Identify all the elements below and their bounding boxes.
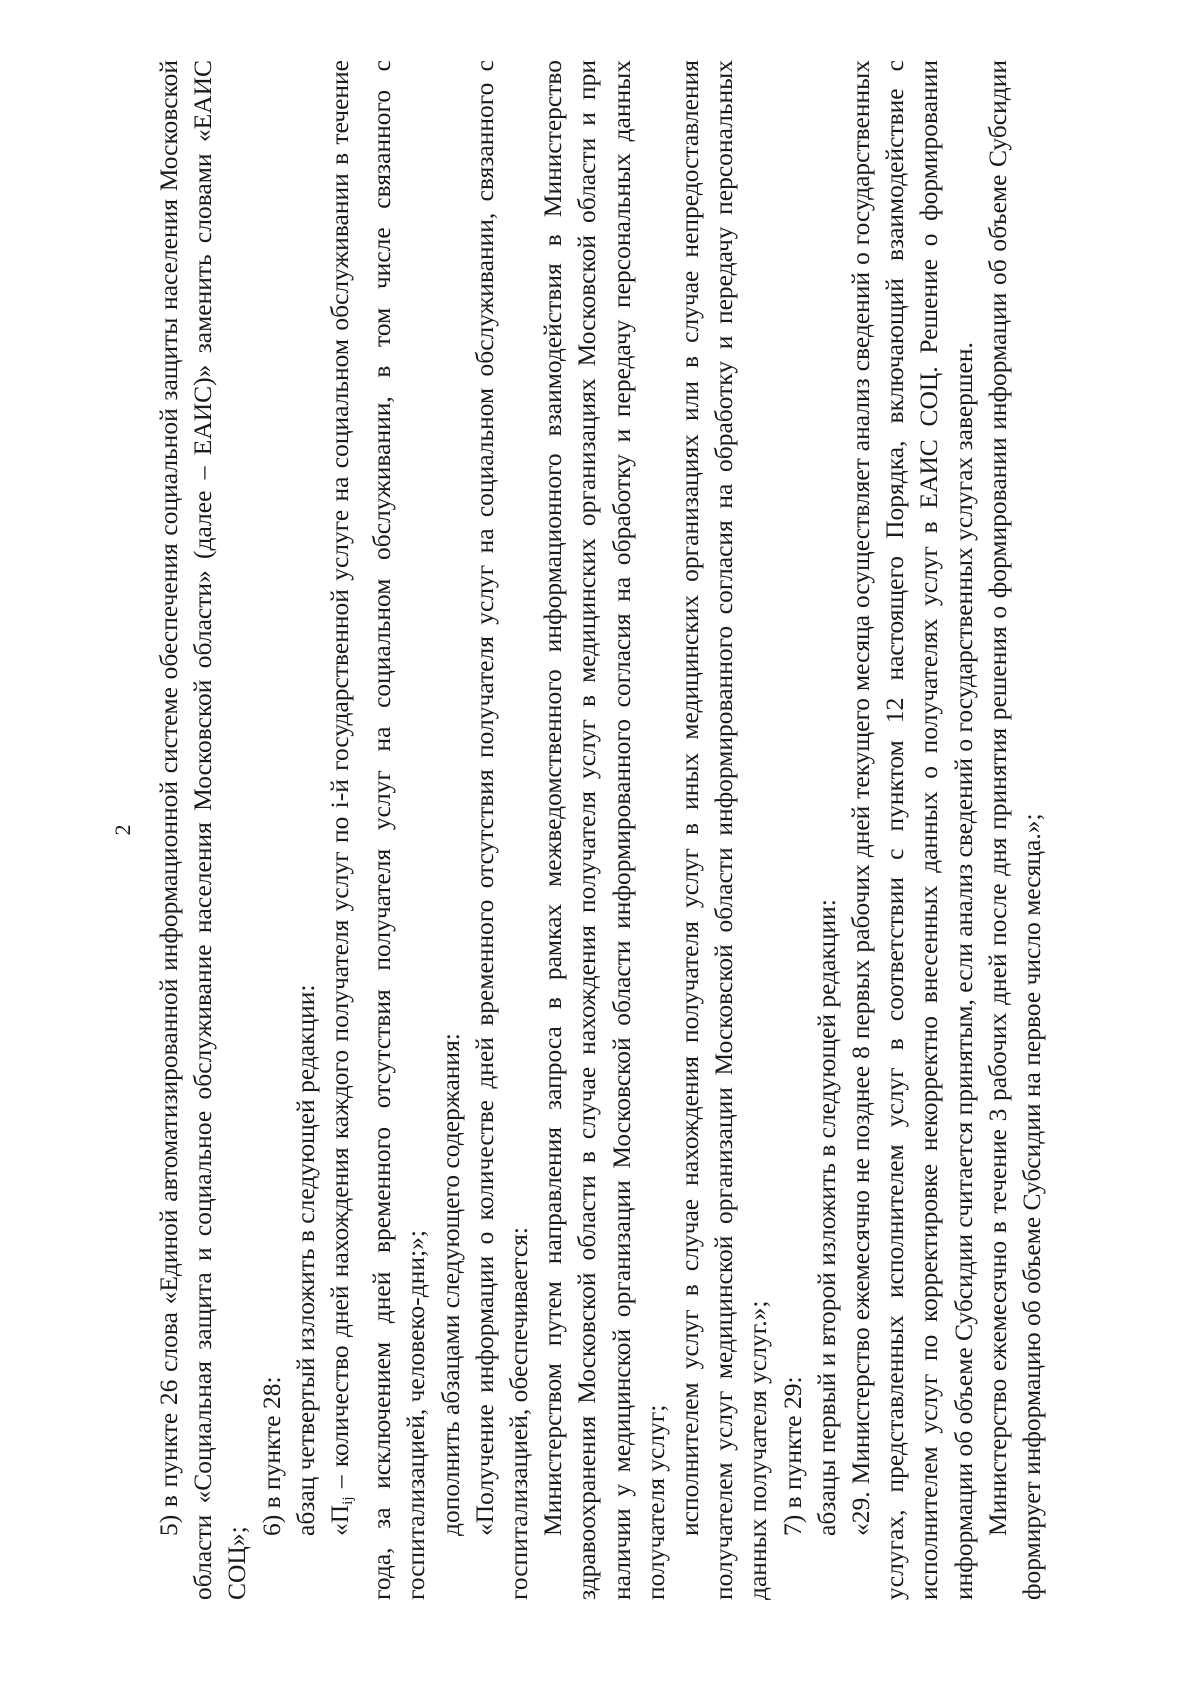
paragraph-formula-definition bbox=[323, 60, 434, 1600]
rotated-document-body bbox=[110, 60, 1090, 1600]
paragraph-abzac-4: абзац четвертый изложить в следующей редакции: bbox=[290, 984, 320, 1536]
paragraph-info-receipt: «Получение информации о количестве дней временного отсутствия получателя услуг на социальном обслуживании, связанного с госпитализацией, обеспечивается: bbox=[469, 60, 534, 1600]
paragraph-ministry-request: Министерством путем направления запроса в рамках межведомственного информационного взаимодействия в Министерство здравоохранения Московской области в случае нахождения получателя услуг в медицинских организациях Московской области и при наличии у медицинской организации Московской области информированного согласия на обработку и передачу персональных данных получателя услуг; bbox=[538, 60, 670, 1600]
page-number: 2 bbox=[110, 824, 135, 836]
paragraph-abzacy: абзацы первый и второй изложить в следующей редакции: bbox=[811, 899, 841, 1536]
formula-open-quote: « bbox=[325, 1523, 355, 1536]
paragraph-item-5: 5) в пункте 26 слова «Единой автоматизированной информационной системе обеспечения социальной защиты населения Московской области «Социальная защита и социальное обслуживание населения Московской области» (далее – ЕАИС)» заменить словами «ЕАИС СОЦ»; bbox=[154, 60, 252, 1600]
paragraph-supplement: дополнить абзацами следующего содержания: bbox=[435, 1033, 465, 1536]
paragraph-item-29: «29. Министерство ежемесячно не позднее 8 первых рабочих дней текущего месяца осуществляет анализ сведений о государственных услугах, представленных исполнителем услуг в соответствии с пунктом 12 настоящего Порядка, включающий взаимодействие с исполнителем услуг по корректировке некорректно внесенных данных о получателях услуг в ЕАИС СОЦ. Решение о формировании информации об объеме Субсидии считается принятым, если анализ сведений о государственных услугах завершен. bbox=[846, 60, 978, 1600]
paragraph-item-7: 7) в пункте 29: bbox=[777, 1376, 807, 1536]
paragraph-item-6: 6) в пункте 28: bbox=[256, 1376, 286, 1536]
paragraph-ministry-monthly: Министерство ежемесячно в течение 3 рабочих дней после дня принятия решения о формировании информации об объеме Субсидии формирует информацию об объеме Субсидии на первое число месяца.»; bbox=[982, 60, 1047, 1600]
document-text bbox=[152, 60, 1049, 1600]
formula-subscript: ij bbox=[340, 1496, 357, 1505]
formula-symbol: П bbox=[325, 1504, 355, 1524]
formula-definition-text: – количество дней нахождения каждого получателя услуг по i-й государственной услуге на социальном обслуживании в течение года, за исключением дней временного отсутствия получателя услуг на социальном обслуживании, в том числе связанного с госпитализацией, человеко-дни;»; bbox=[325, 59, 431, 1600]
paragraph-executor: исполнителем услуг в случае нахождения получателя услуг в иных медицинских организациях или в случае непредоставления получателем услуг медицинской организации Московской области информированного согласия на обработку и передачу персональных данных получателя услуг.»; bbox=[675, 60, 773, 1600]
